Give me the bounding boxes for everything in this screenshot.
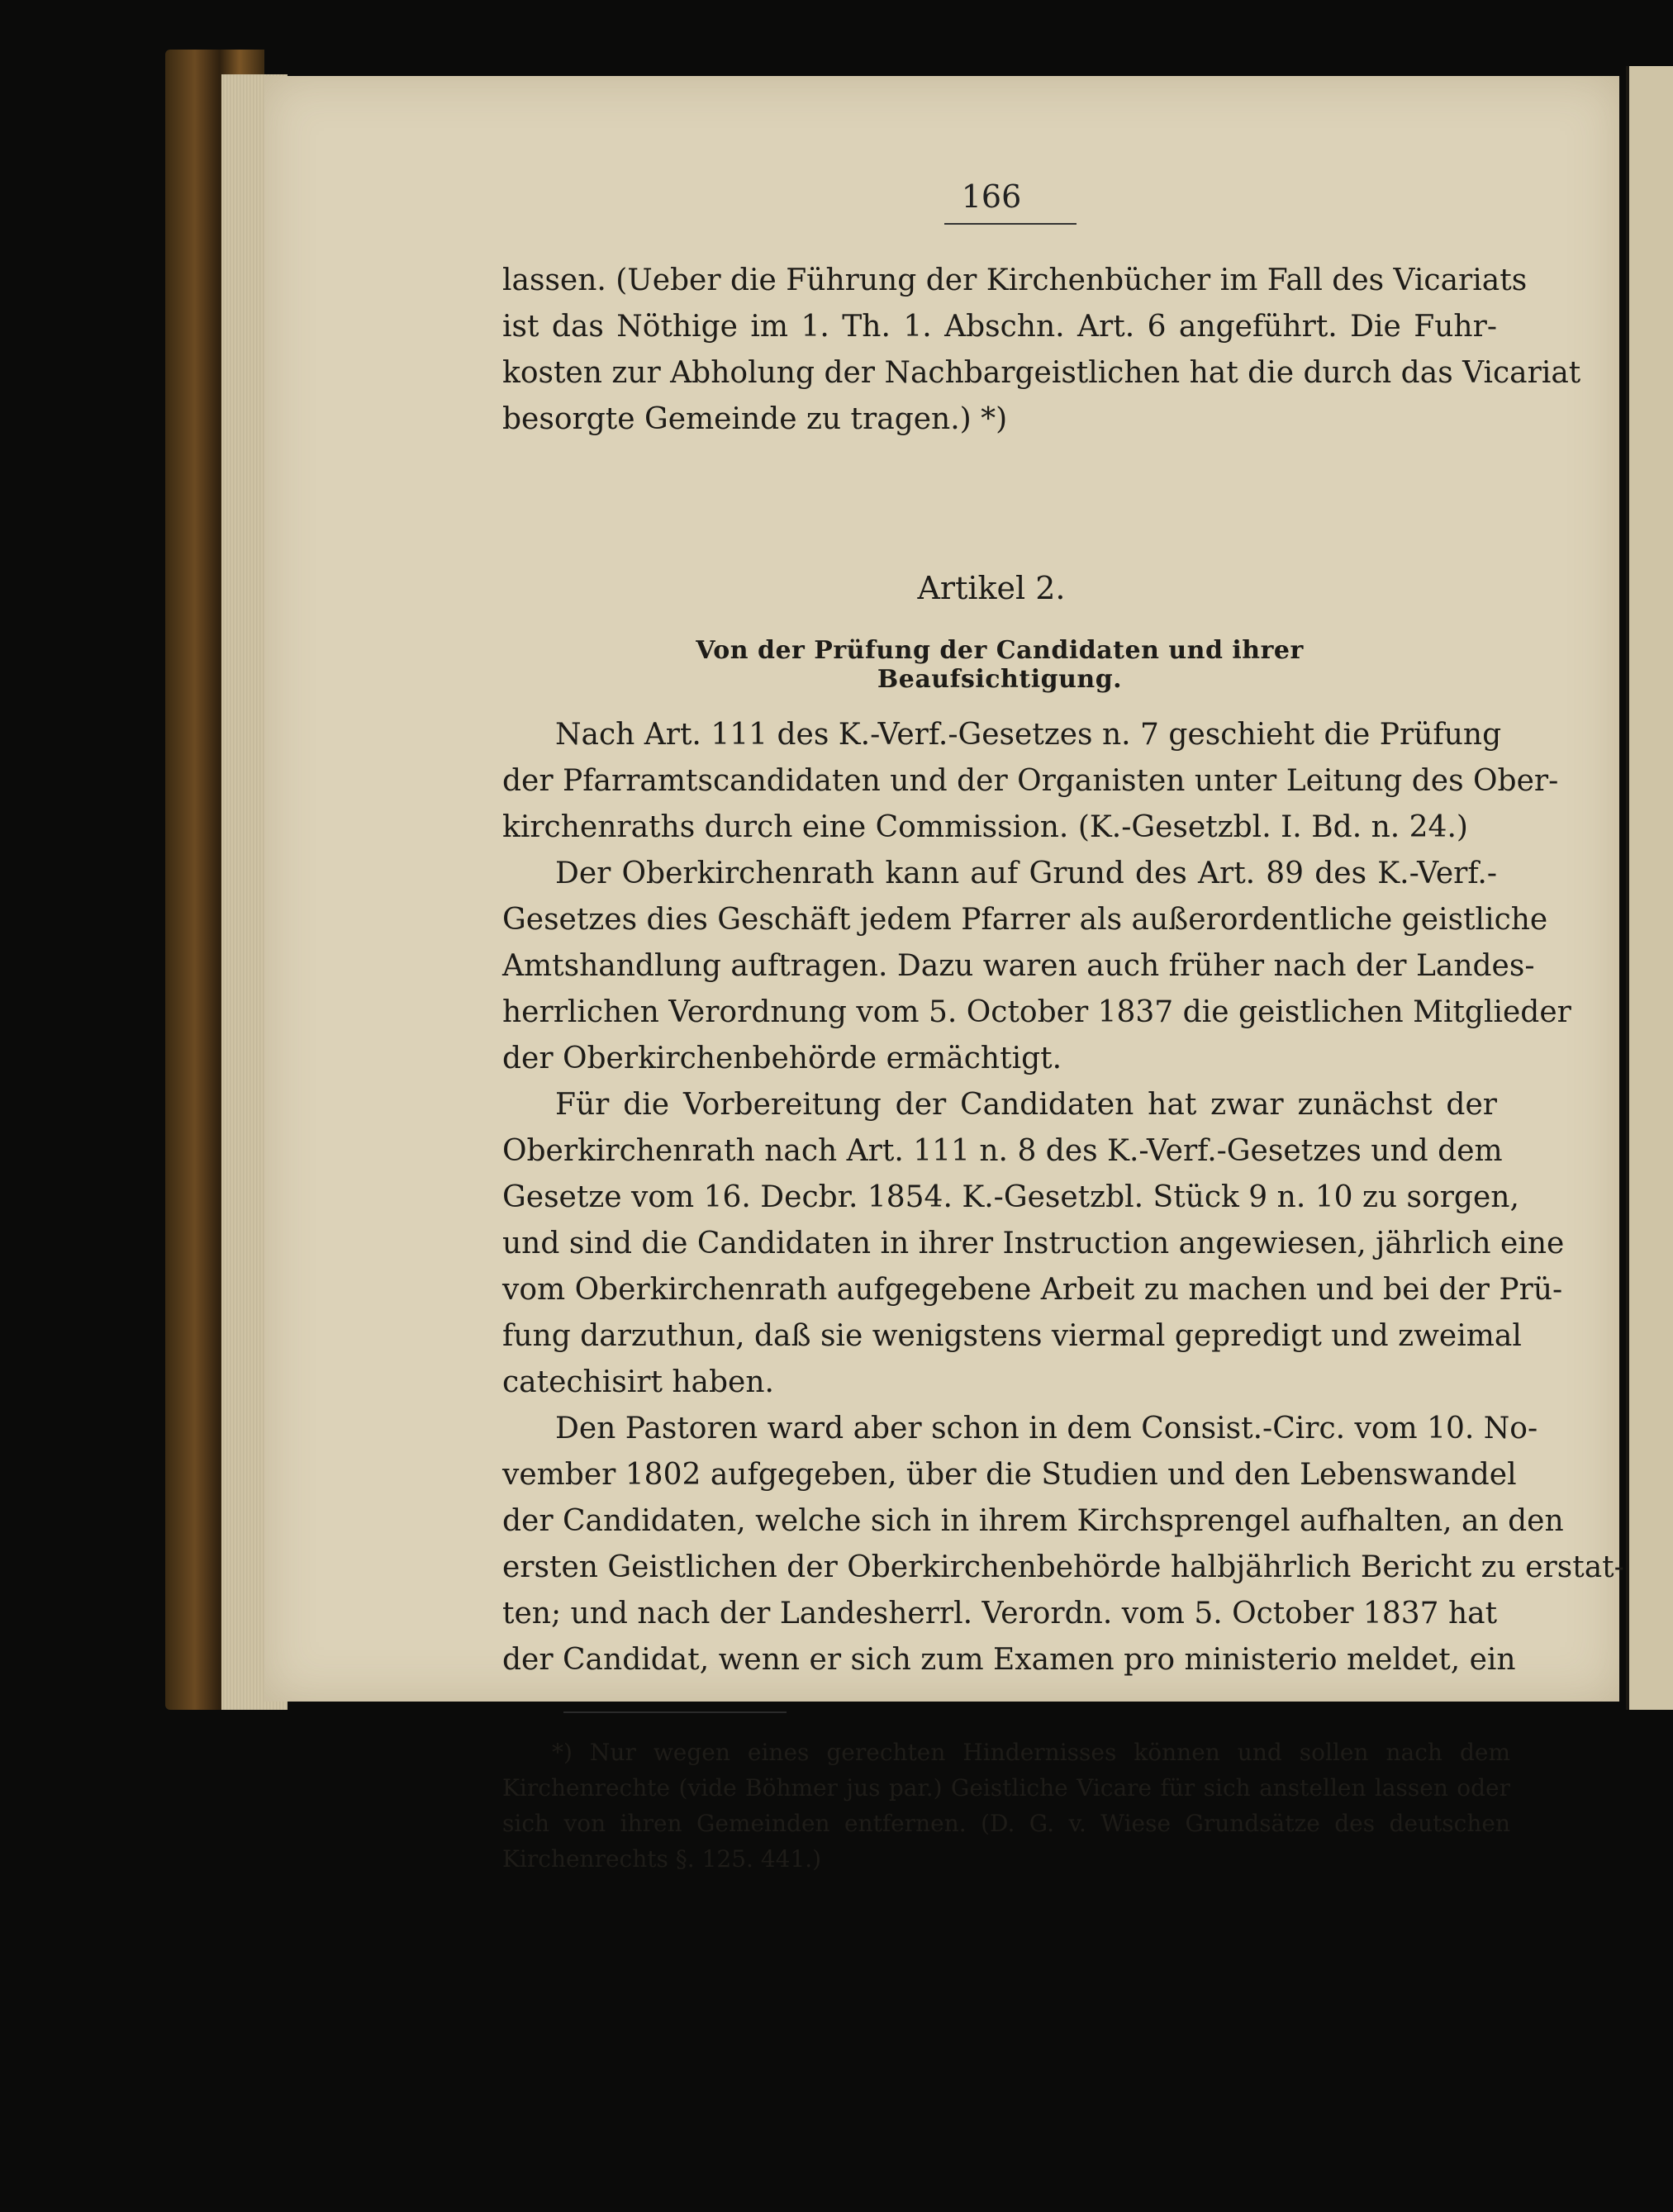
text-line: Oberkirchenrath nach Art. 111 n. 8 des K.-Verf.-Gesetzes und dem	[502, 1134, 1503, 1168]
text-line: Gesetzes dies Geschäft jedem Pfarrer als außerordentliche geistliche	[502, 903, 1548, 937]
text-line: ten; und nach der Landesherrl. Verordn. vom 5. October 1837 hat	[502, 1597, 1498, 1631]
text-line: catechisirt haben.	[502, 1365, 774, 1399]
text-line: ist das Nöthige im 1. Th. 1. Abschn. Art. 6 angeführt. Die Fuhr-	[502, 310, 1497, 344]
text-line: der Candidaten, welche sich in ihrem Kirchsprengel aufhalten, an den	[502, 1504, 1564, 1538]
body-paragraph-2	[502, 851, 1571, 1082]
text-line: vember 1802 aufgegeben, über die Studien und den Lebenswandel	[502, 1458, 1517, 1492]
facing-page-edge	[1626, 66, 1673, 1710]
text-line: besorgte Gemeinde zu tragen.) *)	[502, 402, 1008, 436]
text-line: kirchenraths durch eine Commission. (K.-Gesetzbl. I. Bd. n. 24.)	[502, 810, 1468, 844]
text-line: Der Oberkirchenrath kann auf Grund des Art. 89 des K.-Verf.-	[555, 857, 1497, 890]
footnote-rule	[563, 1711, 787, 1713]
intro-paragraph	[502, 258, 1581, 443]
text-line: lassen. (Ueber die Führung der Kirchenbücher im Fall des Vicariats	[502, 263, 1528, 297]
footnote	[502, 1735, 1510, 1877]
text-line: der Candidat, wenn er sich zum Examen pro ministerio meldet, ein	[502, 1643, 1516, 1677]
footnote-line: Kirchenrechte (vide Böhmer jus par.) Geistliche Vicare für sich anstellen lassen oder	[502, 1774, 1510, 1801]
footnote-line: sich von ihren Gemeinden entfernen. (D. G. v. Wiese Grundsätze des deutschen	[502, 1810, 1510, 1837]
text-line: ersten Geistlichen der Oberkirchenbehörde halbjährlich Bericht zu erstat-	[502, 1550, 1624, 1584]
text-line: kosten zur Abholung der Nachbargeistlichen hat die durch das Vicariat	[502, 356, 1581, 390]
text-line: fung darzuthun, daß sie wenigstens viermal gepredigt und zweimal	[502, 1319, 1522, 1353]
text-line: und sind die Candidaten in ihrer Instruction angewiesen, jährlich eine	[502, 1227, 1565, 1260]
text-line: Für die Vorbereitung der Candidaten hat zwar zunächst der	[555, 1088, 1497, 1122]
article-subtitle: Von der Prüfung der Candidaten und ihrer Beaufsichtigung.	[696, 636, 1304, 694]
text-line: Gesetze vom 16. Decbr. 1854. K.-Gesetzbl. Stück 9 n. 10 zu sorgen,	[502, 1180, 1519, 1214]
text-line: der Pfarramtscandidaten und der Organisten unter Leitung des Ober-	[502, 764, 1559, 798]
body-paragraph-1	[502, 712, 1559, 851]
article-title: Artikel 2.	[917, 570, 1066, 606]
footnote-line: *) Nur wegen eines gerechten Hindernisses können und sollen nach dem	[552, 1739, 1510, 1766]
text-line: herrlichen Verordnung vom 5. October 1837 die geistlichen Mitglieder	[502, 995, 1571, 1029]
body-paragraph-4	[502, 1406, 1624, 1683]
text-line: Nach Art. 111 des K.-Verf.-Gesetzes n. 7 geschieht die Prüfung	[555, 718, 1502, 752]
text-line: Amtshandlung auftragen. Dazu waren auch früher nach der Landes-	[502, 949, 1535, 983]
page-number-rule	[944, 223, 1077, 225]
text-line: vom Oberkirchenrath aufgegebene Arbeit zu machen und bei der Prü-	[502, 1273, 1563, 1307]
text-line: Den Pastoren ward aber schon in dem Consist.-Circ. vom 10. No-	[555, 1412, 1538, 1445]
page-number: 166	[961, 178, 1022, 215]
text-line: der Oberkirchenbehörde ermächtigt.	[502, 1042, 1062, 1075]
body-paragraph-3	[502, 1082, 1565, 1406]
footnote-line: Kirchenrechts §. 125. 441.)	[502, 1845, 822, 1873]
